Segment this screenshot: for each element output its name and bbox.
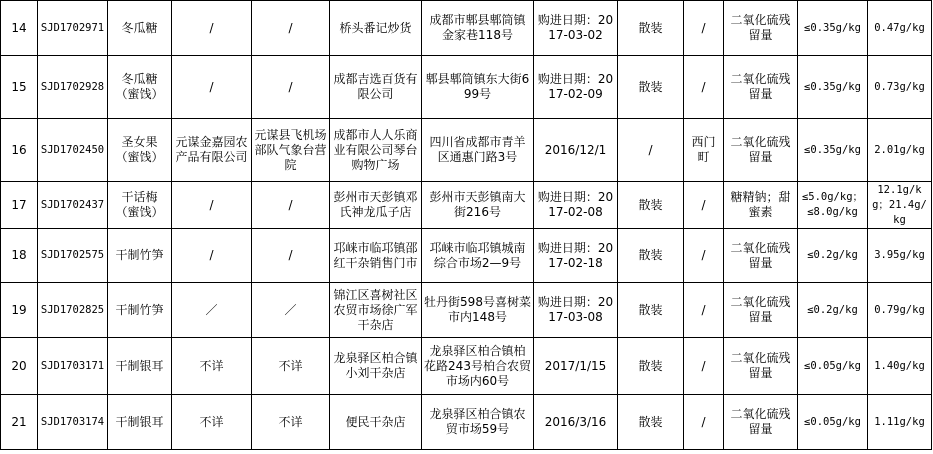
table-row <box>1 229 932 283</box>
table-row <box>1 182 932 229</box>
cell-seller-address: 龙泉驿区柏合镇农贸市场59号 <box>422 395 534 450</box>
cell-spec: 散装 <box>618 395 684 450</box>
cell-index: 20 <box>1 338 38 395</box>
cell-product: 干制银耳 <box>108 395 172 450</box>
cell-product: 干话梅（蜜饯） <box>108 182 172 229</box>
cell-sample-id: SJD1702575 <box>38 229 108 283</box>
table-row <box>1 119 932 182</box>
cell-date: 2016/12/1 <box>534 119 618 182</box>
cell-index: 14 <box>1 1 38 56</box>
cell-index: 15 <box>1 56 38 119</box>
cell-date: 2016/3/16 <box>534 395 618 450</box>
cell-product: 干制竹笋 <box>108 283 172 338</box>
cell-seller: 邛崃市临邛镇邵红干杂销售门市 <box>330 229 422 283</box>
cell-seller: 锦江区喜树社区农贸市场徐广军干杂店 <box>330 283 422 338</box>
cell-manufacturer: / <box>172 1 252 56</box>
cell-standard: ≤0.2g/kg <box>798 229 868 283</box>
cell-standard: ≤0.05g/kg <box>798 338 868 395</box>
cell-seller: 成都市人人乐商业有限公司琴台购物广场 <box>330 119 422 182</box>
cell-date: 购进日期：2017-02-08 <box>534 182 618 229</box>
cell-seller-address: 四川省成都市青羊区通惠门路3号 <box>422 119 534 182</box>
cell-manufacturer: ／ <box>172 283 252 338</box>
cell-manufacturer: / <box>172 56 252 119</box>
table-row <box>1 338 932 395</box>
cell-standard: ≤0.05g/kg <box>798 395 868 450</box>
cell-product: 干制银耳 <box>108 338 172 395</box>
cell-manufacturer-address: 不详 <box>252 395 330 450</box>
cell-date: 购进日期：2017-03-02 <box>534 1 618 56</box>
table-row <box>1 283 932 338</box>
cell-sample-id: SJD1702825 <box>38 283 108 338</box>
cell-product: 圣女果（蜜饯） <box>108 119 172 182</box>
cell-test-item: 二氧化硫残留量 <box>724 395 798 450</box>
cell-result: 0.79g/kg <box>868 283 932 338</box>
cell-manufacturer-address: / <box>252 182 330 229</box>
cell-result: 2.01g/kg <box>868 119 932 182</box>
cell-sample-id: SJD1703174 <box>38 395 108 450</box>
cell-manufacturer-address: / <box>252 229 330 283</box>
cell-seller-address: 郫县郫筒镇东大街699号 <box>422 56 534 119</box>
cell-date: 购进日期：2017-02-18 <box>534 229 618 283</box>
cell-date: 2017/1/15 <box>534 338 618 395</box>
cell-manufacturer-address: / <box>252 56 330 119</box>
cell-seller: 便民干杂店 <box>330 395 422 450</box>
cell-index: 17 <box>1 182 38 229</box>
cell-brand: / <box>684 1 724 56</box>
cell-test-item: 二氧化硫残留量 <box>724 283 798 338</box>
cell-test-item: 二氧化硫残留量 <box>724 119 798 182</box>
cell-result: 0.73g/kg <box>868 56 932 119</box>
cell-standard: ≤0.35g/kg <box>798 1 868 56</box>
cell-standard: ≤5.0g/kg；≤8.0g/kg <box>798 182 868 229</box>
cell-seller-address: 牡丹街598号喜树菜市内148号 <box>422 283 534 338</box>
cell-manufacturer-address: / <box>252 1 330 56</box>
cell-spec: 散装 <box>618 1 684 56</box>
cell-manufacturer-address: 元谋县飞机场部队气象台营院 <box>252 119 330 182</box>
cell-spec: 散装 <box>618 182 684 229</box>
cell-brand: / <box>684 182 724 229</box>
cell-seller: 桥头番记炒货 <box>330 1 422 56</box>
cell-result: 3.95g/kg <box>868 229 932 283</box>
cell-product: 冬瓜糖 <box>108 1 172 56</box>
cell-index: 16 <box>1 119 38 182</box>
cell-test-item: 二氧化硫残留量 <box>724 338 798 395</box>
cell-spec: 散装 <box>618 283 684 338</box>
cell-index: 21 <box>1 395 38 450</box>
cell-spec: 散装 <box>618 338 684 395</box>
cell-standard: ≤0.35g/kg <box>798 119 868 182</box>
cell-manufacturer: 不详 <box>172 395 252 450</box>
cell-spec: 散装 <box>618 229 684 283</box>
cell-brand: / <box>684 395 724 450</box>
cell-manufacturer: / <box>172 182 252 229</box>
cell-manufacturer-address: 不详 <box>252 338 330 395</box>
cell-brand: / <box>684 338 724 395</box>
cell-sample-id: SJD1702971 <box>38 1 108 56</box>
cell-test-item: 二氧化硫残留量 <box>724 1 798 56</box>
table-row <box>1 56 932 119</box>
cell-result: 1.40g/kg <box>868 338 932 395</box>
cell-seller: 成都吉选百货有限公司 <box>330 56 422 119</box>
cell-seller: 龙泉驿区柏合镇小刘干杂店 <box>330 338 422 395</box>
cell-standard: ≤0.2g/kg <box>798 283 868 338</box>
cell-date: 购进日期：2017-02-09 <box>534 56 618 119</box>
cell-spec: / <box>618 119 684 182</box>
cell-brand: / <box>684 283 724 338</box>
cell-date: 购进日期：2017-03-08 <box>534 283 618 338</box>
cell-standard: ≤0.35g/kg <box>798 56 868 119</box>
cell-sample-id: SJD1702437 <box>38 182 108 229</box>
cell-result: 1.11g/kg <box>868 395 932 450</box>
cell-sample-id: SJD1702928 <box>38 56 108 119</box>
cell-manufacturer: / <box>172 229 252 283</box>
cell-index: 18 <box>1 229 38 283</box>
cell-brand: / <box>684 56 724 119</box>
cell-result: 12.1g/kg；21.4g/kg <box>868 182 932 229</box>
cell-seller-address: 龙泉驿区柏合镇柏花路243号柏合农贸市场内60号 <box>422 338 534 395</box>
cell-seller: 彭州市天彭镇邓氏神龙瓜子店 <box>330 182 422 229</box>
cell-sample-id: SJD1703171 <box>38 338 108 395</box>
cell-spec: 散装 <box>618 56 684 119</box>
cell-brand: / <box>684 229 724 283</box>
cell-index: 19 <box>1 283 38 338</box>
cell-brand: 西门町 <box>684 119 724 182</box>
cell-manufacturer: 不详 <box>172 338 252 395</box>
table-body <box>1 1 932 450</box>
table-row <box>1 1 932 56</box>
cell-product: 干制竹笋 <box>108 229 172 283</box>
cell-test-item: 糖精钠；甜蜜素 <box>724 182 798 229</box>
cell-product: 冬瓜糖（蜜饯） <box>108 56 172 119</box>
table-row <box>1 395 932 450</box>
cell-seller-address: 邛崃市临邛镇城南综合市场2—9号 <box>422 229 534 283</box>
cell-manufacturer: 元谋金嘉园农产品有限公司 <box>172 119 252 182</box>
cell-result: 0.47g/kg <box>868 1 932 56</box>
cell-test-item: 二氧化硫残留量 <box>724 229 798 283</box>
cell-seller-address: 彭州市天彭镇南大街216号 <box>422 182 534 229</box>
cell-seller-address: 成都市郫县郫筒镇金家巷118号 <box>422 1 534 56</box>
cell-manufacturer-address: ／ <box>252 283 330 338</box>
cell-sample-id: SJD1702450 <box>38 119 108 182</box>
cell-test-item: 二氧化硫残留量 <box>724 56 798 119</box>
